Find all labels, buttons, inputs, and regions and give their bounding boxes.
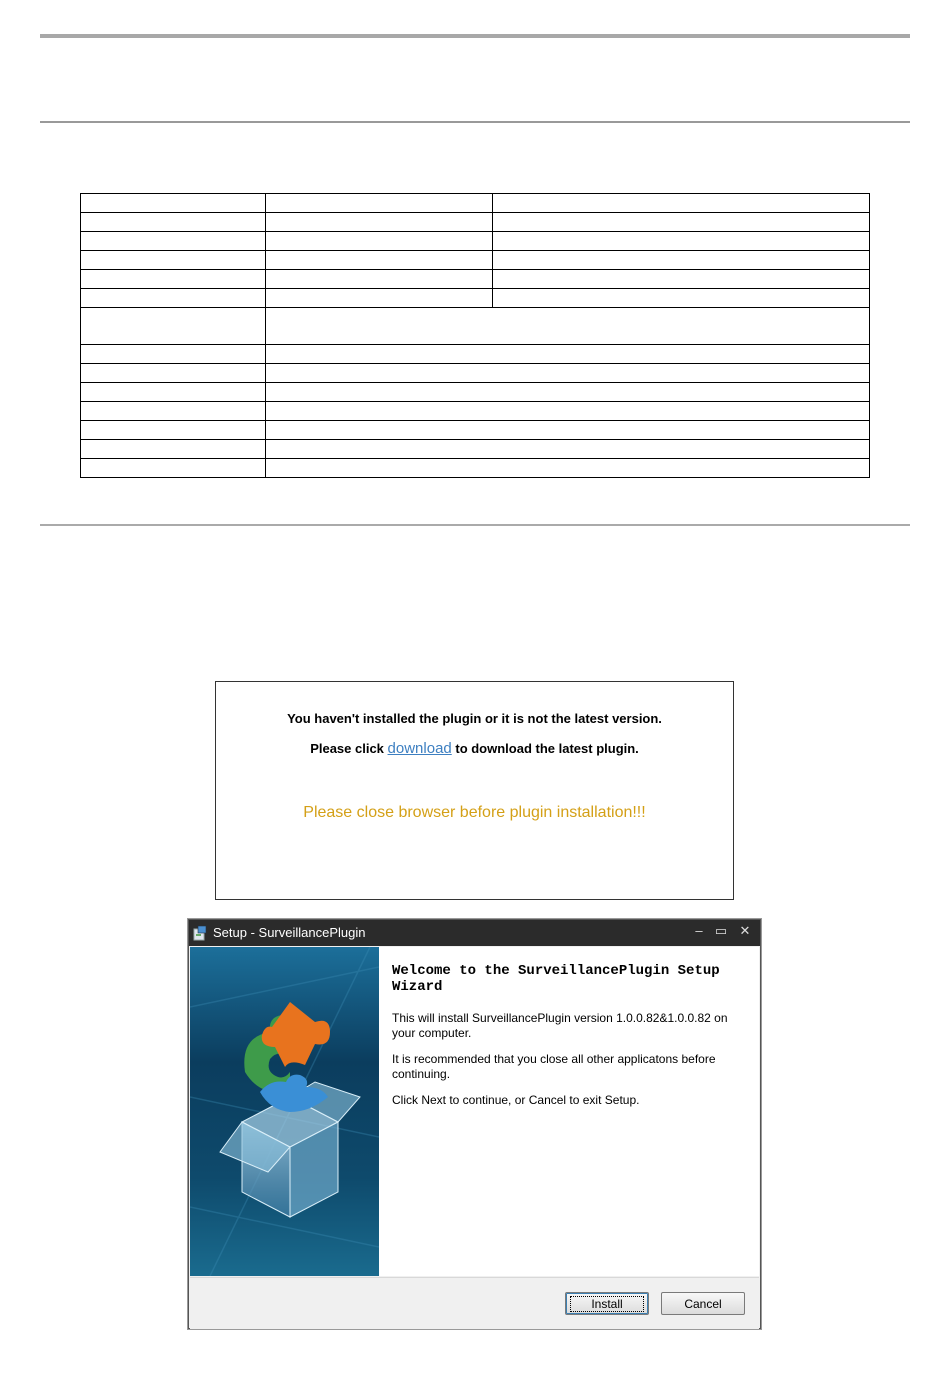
- install-button[interactable]: Install: [565, 1292, 649, 1315]
- spec-table: [80, 193, 870, 478]
- continue-instruction-text: Click Next to continue, or Cancel to exit Setup.: [392, 1093, 640, 1107]
- wizard-body: [190, 947, 759, 1276]
- table-row: [81, 364, 870, 383]
- install-version-text: This will install SurveillancePlugin version 1.0.0.82&1.0.0.82 on your computer.: [392, 1011, 728, 1040]
- table-row: [81, 289, 870, 308]
- welcome-heading: Welcome to the SurveillancePlugin Setup Wizard: [392, 963, 720, 995]
- table-row: [81, 459, 870, 478]
- download-instruction: Please click download to download the latest plugin.: [310, 740, 639, 757]
- plugin-missing-text: You haven't installed the plugin or it is not the latest version.: [287, 711, 662, 726]
- window-title: Setup - SurveillancePlugin: [213, 925, 366, 940]
- table-row: [81, 270, 870, 289]
- table-row: [81, 421, 870, 440]
- puzzle-box-banner: [190, 947, 379, 1276]
- wizard-footer: [190, 1277, 759, 1329]
- download-link[interactable]: download: [387, 740, 452, 757]
- top-rule: [40, 34, 910, 38]
- section-divider: [40, 121, 910, 123]
- table-row: [81, 232, 870, 251]
- table-row: [81, 345, 870, 364]
- close-apps-text: It is recommended that you close all other applicatons before continuing.: [392, 1052, 716, 1081]
- minimize-button[interactable]: –: [695, 923, 703, 938]
- section-divider: [40, 524, 910, 526]
- setup-wizard-window: [188, 919, 761, 1329]
- close-browser-warning: Please close browser before plugin installation!!!: [303, 804, 646, 821]
- table-row: [81, 213, 870, 232]
- table-row: [81, 383, 870, 402]
- cancel-button[interactable]: Cancel: [661, 1292, 745, 1315]
- table-row: [81, 402, 870, 421]
- table-row: [81, 308, 870, 345]
- table-row: [81, 251, 870, 270]
- plugin-notice-panel: [215, 681, 734, 900]
- setup-app-icon: [193, 925, 207, 941]
- table-row: [81, 194, 870, 213]
- maximize-button[interactable]: ▭: [714, 923, 728, 938]
- close-button[interactable]: ✕: [739, 923, 751, 938]
- table-row: [81, 440, 870, 459]
- window-titlebar[interactable]: [189, 920, 760, 946]
